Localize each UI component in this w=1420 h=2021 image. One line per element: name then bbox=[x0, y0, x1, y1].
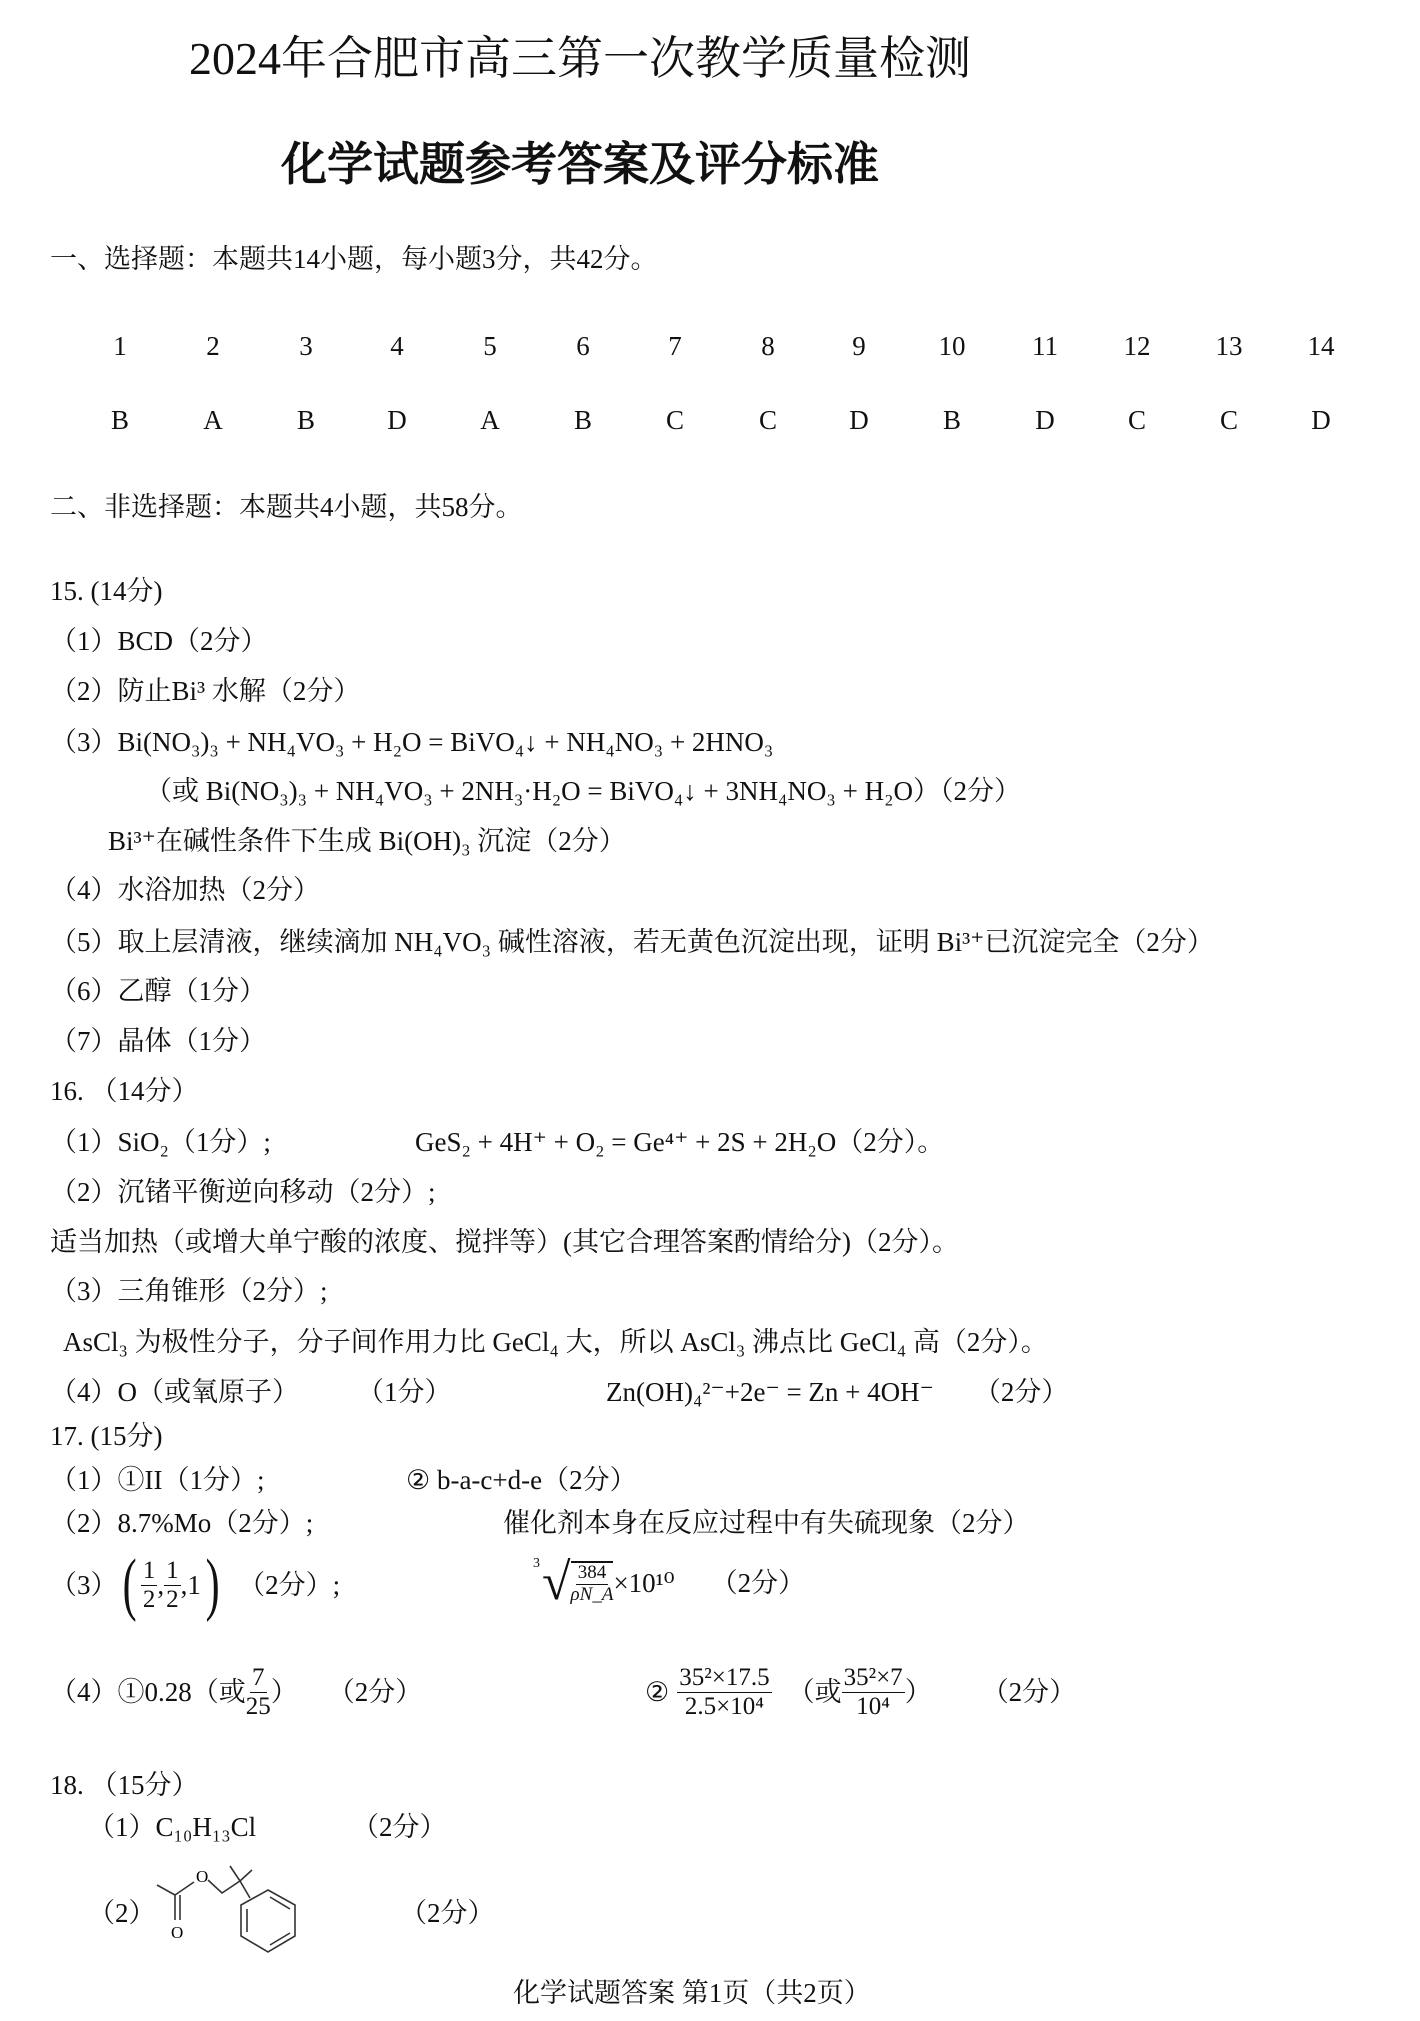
q17-part4-prefix: （4）①0.28（或 bbox=[50, 1676, 246, 1707]
answer-letter: B bbox=[110, 405, 129, 435]
question-number: 2 bbox=[206, 331, 220, 361]
root-index: 3 bbox=[533, 1556, 540, 1571]
question-number: 5 bbox=[483, 331, 497, 361]
fraction bbox=[246, 1664, 271, 1720]
q15-line: （3）Bi(NO₃)₃ + NH₄VO₃ + H₂O = BiVO₄↓ + NH₄NO₃ + 2HNO₃ bbox=[50, 727, 774, 757]
answer-letter: A bbox=[203, 405, 223, 435]
q18-title: 18. （15分） bbox=[50, 1770, 199, 1800]
close-paren: ） bbox=[904, 1676, 932, 1707]
q15-line: （4）水浴加热（2分） bbox=[50, 875, 320, 905]
methyl-bond bbox=[230, 1866, 240, 1881]
q17-line: ② b-a-c+d-e（2分） bbox=[406, 1465, 637, 1495]
answer-letter: C bbox=[1219, 405, 1238, 435]
numerator: 1 bbox=[166, 1557, 179, 1584]
fraction bbox=[141, 1557, 158, 1613]
answer-letter: C bbox=[665, 405, 684, 435]
right-paren: ) bbox=[205, 1546, 220, 1623]
page-footer: 化学试题答案 第1页（共2页） bbox=[513, 1978, 871, 2008]
question-number: 6 bbox=[576, 331, 590, 361]
fraction bbox=[571, 1563, 614, 1606]
q17-part3-prefix: （3） bbox=[50, 1569, 118, 1600]
question-number: 8 bbox=[761, 331, 775, 361]
q15-title: 15. (14分) bbox=[50, 576, 163, 606]
question-number: 14 bbox=[1307, 331, 1335, 361]
q16-line: （3）三角锥形（2分）; bbox=[50, 1276, 328, 1306]
question-number: 12 bbox=[1123, 331, 1151, 361]
radical-icon: √ bbox=[542, 1554, 571, 1611]
q15-line: （2）防止Bi³ 水解（2分） bbox=[50, 676, 361, 706]
score: （2分） bbox=[981, 1676, 1077, 1707]
q17-title: 17. (15分) bbox=[50, 1421, 163, 1451]
q18-line: （1）C₁₀H₁₃Cl bbox=[88, 1812, 257, 1842]
score: （2分） bbox=[710, 1567, 806, 1598]
denominator: ρN_A bbox=[570, 1583, 614, 1605]
fraction bbox=[164, 1557, 181, 1613]
answer-letter: C bbox=[758, 405, 777, 435]
q16-part4-equation-row bbox=[606, 1379, 1068, 1406]
score: （2分）; bbox=[238, 1569, 341, 1600]
q17-part4a bbox=[50, 1664, 422, 1720]
numerator: 35²×17.5 bbox=[679, 1664, 770, 1691]
left-paren: ( bbox=[122, 1546, 137, 1623]
q18-line: （2分） bbox=[400, 1898, 495, 1928]
page-subtitle: 化学试题参考答案及评分标准 bbox=[281, 139, 879, 190]
q15-line: （1）BCD（2分） bbox=[50, 626, 268, 656]
question-number: 1 bbox=[113, 331, 127, 361]
denominator: 25 bbox=[245, 1692, 271, 1720]
q18-line: （2分） bbox=[352, 1812, 447, 1842]
numerator: 1 bbox=[142, 1557, 156, 1584]
q16-line: （1分） bbox=[357, 1377, 452, 1407]
denominator: 10⁴ bbox=[856, 1692, 890, 1720]
times-power: ×10¹⁰ bbox=[613, 1567, 675, 1598]
q15-line: （6）乙醇（1分） bbox=[50, 976, 266, 1006]
answer-letter: B bbox=[296, 405, 315, 435]
q17-line: 催化剂本身在反应过程中有失硫现象（2分） bbox=[503, 1508, 1030, 1538]
question-number: 13 bbox=[1215, 331, 1243, 361]
q16-line: 适当加热（或增大单宁酸的浓度、搅拌等）(其它合理答案酌情给分)（2分）。 bbox=[50, 1227, 959, 1257]
q17-line: （2）8.7%Mo（2分）; bbox=[50, 1508, 314, 1538]
q17-part3: （3） ( $\frac{1}{2}$ , $\frac{1}{2}$ , 1 ) （2分）; bbox=[50, 1546, 341, 1623]
q16-line: （2分） bbox=[973, 1377, 1069, 1407]
oxygen-atom: O bbox=[171, 1923, 184, 1942]
q15-line: Bi³⁺在碱性条件下生成 Bi(OH)₃ 沉淀（2分） bbox=[108, 826, 626, 856]
section2-heading: 二、非选择题：本题共4小题，共58分。 bbox=[50, 492, 523, 522]
denominator: 2.5×10⁴ bbox=[684, 1692, 764, 1720]
q18-line: （2） bbox=[88, 1898, 156, 1928]
bond bbox=[208, 1880, 250, 1898]
methyl-bond bbox=[240, 1870, 252, 1881]
page-title: 2024年合肥市高三第一次教学质量检测 bbox=[189, 33, 971, 84]
denominator: 2 bbox=[166, 1585, 179, 1613]
bond bbox=[157, 1885, 175, 1920]
score: （2分） bbox=[327, 1676, 423, 1707]
denominator: 2 bbox=[142, 1585, 156, 1613]
benzene-ring bbox=[241, 1890, 295, 1952]
q17-cube-root bbox=[533, 1554, 806, 1611]
question-number: 3 bbox=[299, 331, 313, 361]
answer-letter: D bbox=[387, 405, 407, 435]
q16-line: Zn(OH)₄²⁻+2e⁻ = Zn + 4OH⁻ bbox=[606, 1377, 934, 1407]
circled-2: ② bbox=[645, 1676, 670, 1707]
question-number: 10 bbox=[938, 331, 966, 361]
close-paren: ） bbox=[270, 1676, 298, 1707]
answer-letter: A bbox=[480, 405, 500, 435]
q16-line: （2）沉锗平衡逆向移动（2分）; bbox=[50, 1177, 436, 1207]
q17-part4b bbox=[645, 1664, 1076, 1720]
q16-line: （4）O（或氧原子） bbox=[50, 1377, 299, 1407]
numerator: 7 bbox=[252, 1664, 265, 1691]
question-number: 7 bbox=[668, 331, 682, 361]
section1-heading: 一、选择题：本题共14小题，每小题3分，共42分。 bbox=[50, 244, 658, 274]
fraction bbox=[677, 1664, 771, 1720]
double-bond bbox=[270, 1897, 290, 1909]
answer-letter: C bbox=[1127, 405, 1146, 435]
bond bbox=[175, 1882, 194, 1895]
numerator: 35²×7 bbox=[843, 1664, 903, 1691]
answer-letter: B bbox=[573, 405, 592, 435]
q16-title: 16. （14分） bbox=[50, 1076, 199, 1106]
answer-letter: D bbox=[1311, 405, 1331, 435]
q17-line: （1）①II（1分）; bbox=[50, 1465, 265, 1495]
answer-letter: D bbox=[1035, 405, 1055, 435]
q16-line: （1）SiO₂（1分）; bbox=[50, 1127, 271, 1157]
coord-c: 1 bbox=[187, 1569, 201, 1600]
double-bond bbox=[270, 1933, 290, 1945]
question-number: 11 bbox=[1032, 331, 1058, 361]
q15-line: （7）晶体（1分） bbox=[50, 1026, 266, 1056]
answer-letter: D bbox=[849, 405, 869, 435]
fraction bbox=[842, 1664, 905, 1720]
q16-line: AsCl₃ 为极性分子，分子间作用力比 GeCl₄ 大，所以 AsCl₃ 沸点比 GeCl₄ 高（2分）。 bbox=[63, 1327, 1048, 1357]
oxygen-atom: O bbox=[196, 1867, 209, 1886]
chemical-structure-image bbox=[150, 1860, 350, 1970]
question-number: 4 bbox=[390, 331, 404, 361]
q15-line: （或 Bi(NO₃)₃ + NH₄VO₃ + 2NH₃·H₂O = BiVO₄↓ + 3NH₄NO₃ + H₂O）（2分） bbox=[145, 776, 1021, 806]
or-label: （或 bbox=[787, 1676, 842, 1707]
numerator: 384 bbox=[577, 1561, 607, 1583]
question-number: 9 bbox=[852, 331, 866, 361]
q15-line: （5）取上层清液，继续滴加 NH₄VO₃ 碱性溶液，若无黄色沉淀出现，证明 Bi³⁺已沉淀完全（2分） bbox=[50, 927, 1214, 957]
q16-line: GeS₂ + 4H⁺ + O₂ = Ge⁴⁺ + 2S + 2H₂O（2分）。 bbox=[415, 1127, 945, 1157]
answer-letter: B bbox=[942, 405, 961, 435]
